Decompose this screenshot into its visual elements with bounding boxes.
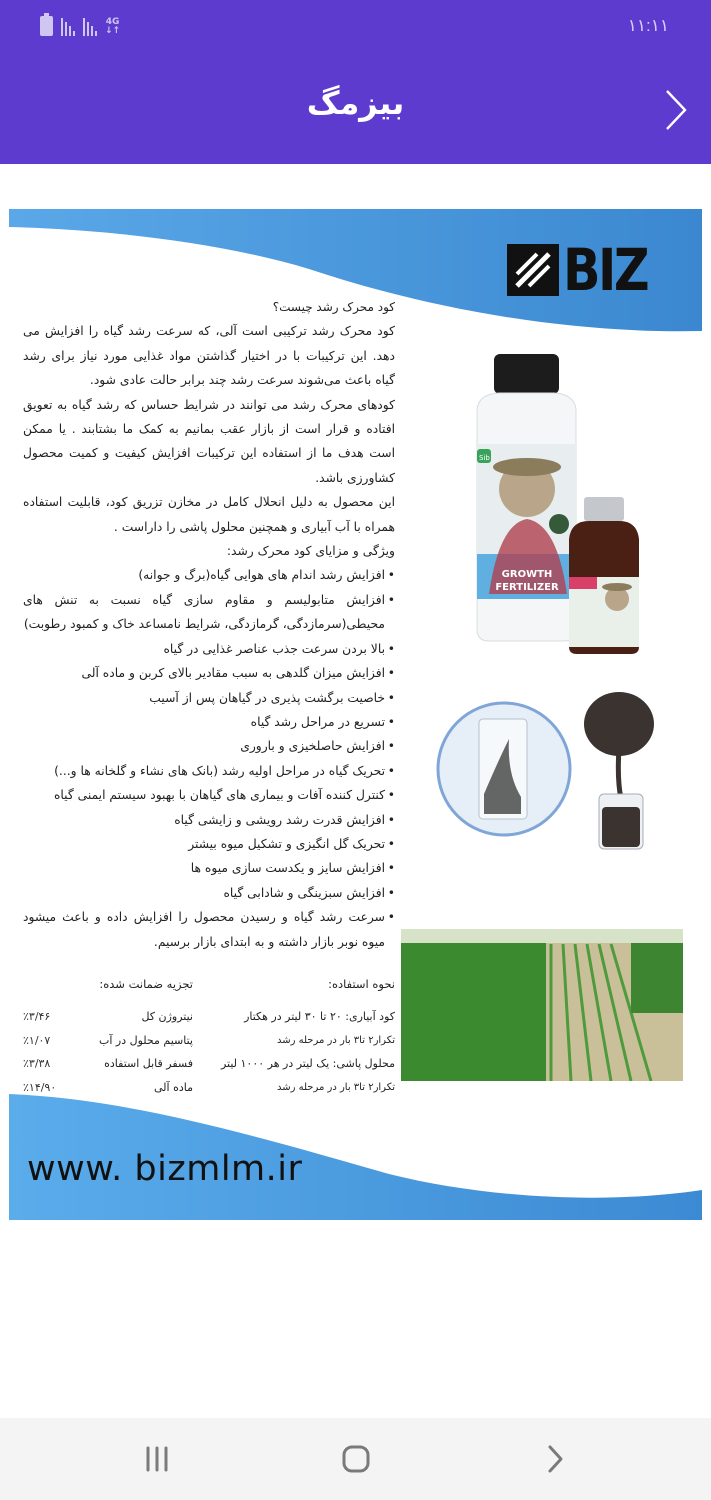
analysis-row	[23, 1052, 193, 1076]
feature-item: • بالا بردن سرعت جذب عناصر غذایی در گیاه	[23, 637, 395, 661]
navigation-bar	[0, 1418, 711, 1500]
status-time: ۱۱:۱۱	[627, 16, 669, 35]
usage-line: کود آبیاری: ۲۰ تا ۳۰ لیتر در هکتار	[244, 1010, 395, 1023]
product-bottles-image	[459, 349, 659, 659]
paragraph: این محصول به دلیل انحلال کامل در مخازن تزریق کود، قابلیت استفاده همراه با آب آبیاری و همچنین محلول پاشی را داراست .	[23, 495, 395, 534]
product-flyer	[9, 209, 702, 1220]
feature-item: • افزایش رشد اندام های هوایی گیاه(برگ و جوانه)	[23, 563, 395, 587]
analysis-value: ٪۱/۰۷	[23, 1033, 51, 1047]
website-link[interactable]: www. bizmlm.ir	[27, 1149, 303, 1189]
app-header	[0, 0, 711, 164]
usage-line: تکرار۲ تا۳ بار در مرحله رشد	[276, 1034, 395, 1046]
feature-item: • افزایش سبزینگی و شادابی گیاه	[23, 881, 395, 905]
section-heading: کود محرک رشد چیست؟	[272, 300, 395, 314]
features-list	[23, 563, 395, 954]
paragraph: کودهای محرک رشد می توانند در شرایط حساس که رشد گیاه به تعویق افتاده و قرار است از بازار عقب بمانیم به کمک ما بشتابند . یا ممکن است هدف ما از استفاده این ترکیبات افزایش کیفیت و کمیت محصول کشاورزی باشد.	[23, 397, 395, 485]
analysis-row	[23, 1029, 193, 1053]
analysis-value: ٪۳/۳۸	[23, 1057, 51, 1070]
recent-apps-button[interactable]	[127, 1440, 187, 1478]
analysis-section	[23, 977, 193, 1099]
home-button[interactable]	[326, 1440, 386, 1478]
feature-item: • افزایش متابولیسم و مقاوم سازی گیاه نسبت به تنش های محیطی(سرمازدگی، گرمازدگی، شرایط نامساعد خاک و کمبود رطوبت)	[23, 588, 395, 637]
analysis-label: نیتروژن کل	[141, 1010, 193, 1023]
status-bar	[0, 0, 711, 56]
crop-field-image	[401, 929, 683, 1081]
liquid-pour-image	[429, 679, 689, 859]
back-button[interactable]	[663, 88, 689, 132]
signal-icon	[61, 16, 75, 36]
feature-item: • خاصیت برگشت پذیری در گیاهان پس از آسیب	[23, 686, 395, 710]
feature-item: • سرعت رشد گیاه و رسیدن محصول را افزایش داده و باعث میشود میوه نوبر بازار داشته و به ابتدای بازار برسیم.	[23, 905, 395, 954]
signal-icon	[83, 16, 97, 36]
analysis-value: ٪۱۴/۹۰	[23, 1080, 57, 1094]
feature-item: • افزایش حاصلخیزی و باروری	[23, 734, 395, 758]
back-nav-button[interactable]	[525, 1440, 585, 1478]
recent-apps-icon	[142, 1444, 172, 1474]
svg-text:Sib: Sib	[479, 454, 490, 462]
network-type: 4G	[105, 17, 120, 27]
feature-item: • افزایش سایز و یکدست سازی میوه ها	[23, 856, 395, 880]
biz-logo-text: BIZ	[563, 236, 648, 304]
usage-line: تکرار۲ تا۳ بار در مرحله رشد	[276, 1081, 395, 1093]
network-4g-icon: 4G ↓↑	[105, 17, 121, 36]
feature-item: • تحریک گل انگیزی و تشکیل میوه بیشتر	[23, 832, 395, 856]
usage-heading: نحوه استفاده:	[328, 977, 395, 991]
features-heading: ویژگی و مزایای کود محرک رشد:	[226, 544, 395, 559]
description-column	[23, 295, 395, 954]
svg-text:FERTILIZER: FERTILIZER	[495, 582, 559, 593]
svg-text:GROWTH: GROWTH	[501, 569, 553, 580]
biz-logo	[507, 236, 662, 304]
chevron-right-icon	[663, 88, 689, 132]
feature-item: • افزایش قدرت رشد رویشی و زایشی گیاه	[23, 808, 395, 832]
feature-item: • تسریع در مراحل رشد گیاه	[23, 710, 395, 734]
paragraph: کود محرک رشد ترکیبی است آلی، که سرعت رشد گیاه را افزایش می دهد. این ترکیبات با در اختیار گذاشتن مواد غذایی مورد نیاز برای رشد گیاه باعث می‌شوند سرعت رشد چند برابر حالت عادی شود.	[23, 324, 395, 388]
page-title: بیزمگ	[306, 84, 405, 122]
analysis-value: ٪۳/۴۶	[23, 1010, 51, 1023]
status-icons	[40, 16, 120, 36]
analysis-heading: تجزیه ضمانت شده:	[99, 977, 193, 991]
back-icon	[540, 1444, 570, 1474]
analysis-row	[23, 1005, 193, 1029]
biz-logo-mark-icon	[507, 244, 559, 296]
feature-item: • تحریک گیاه در مراحل اولیه رشد (بانک های نشاء و گلخانه ها و...)	[23, 759, 395, 783]
analysis-label: پتاسیم محلول در آب	[98, 1033, 193, 1047]
feature-item: • افزایش میزان گلدهی به سبب مقادیر بالای کربن و ماده آلی	[23, 661, 395, 685]
analysis-label: ماده آلی	[154, 1080, 193, 1094]
usage-line: محلول پاشی: یک لیتر در هر ۱۰۰۰ لیتر	[220, 1057, 395, 1070]
usage-section	[200, 977, 395, 1099]
home-icon	[341, 1444, 371, 1474]
analysis-label: فسفر قابل استفاده	[104, 1057, 193, 1070]
battery-icon	[40, 16, 53, 36]
feature-item: • کنترل کننده آفات و بیماری های گیاهان با بهبود سیستم ایمنی گیاه	[23, 783, 395, 807]
